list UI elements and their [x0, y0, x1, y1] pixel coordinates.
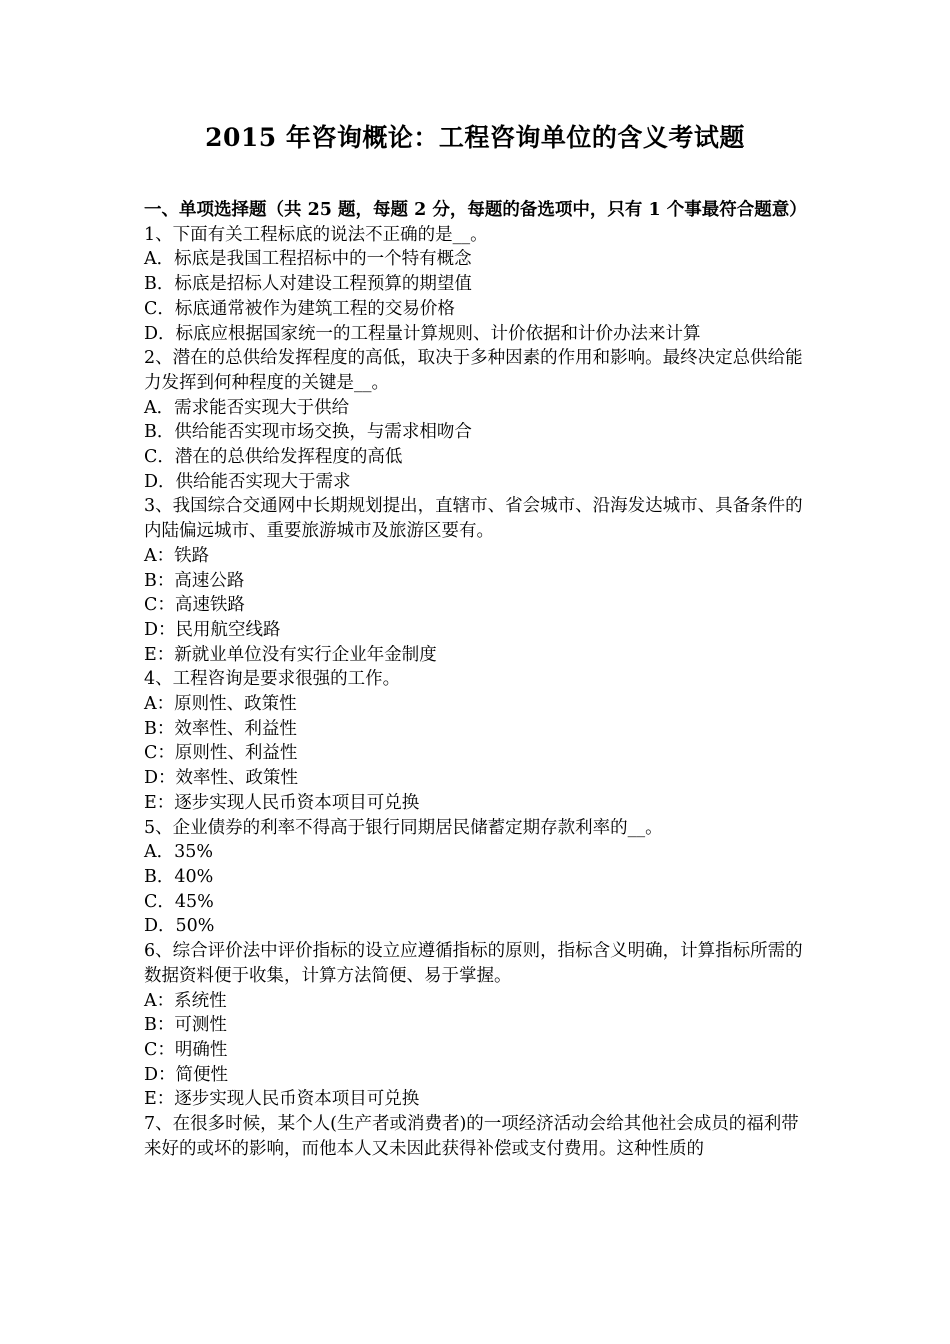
question-2: [144, 346, 809, 494]
option-a: A：铁路: [144, 545, 210, 566]
option-b: B．供给能否实现市场交换，与需求相吻合: [144, 422, 472, 443]
option-a: A．35%: [144, 842, 214, 863]
option-d: D：简便性: [144, 1064, 229, 1085]
option-b: B．40%: [144, 866, 214, 887]
question-4: [144, 667, 809, 815]
question-stem: 2、潜在的总供给发挥程度的高低，取决于多种因素的作用和影响。最终决定总供给能力发挥到何种程度的关键是__。: [144, 348, 803, 393]
option-a: A：原则性、政策性: [144, 694, 297, 715]
question-stem: 3、我国综合交通网中长期规划提出，直辖市、省会城市、沿海发达城市、具备条件的内陆偏远城市、重要旅游城市及旅游区要有。: [144, 496, 803, 542]
question-1: [144, 223, 809, 347]
option-b: B．标底是招标人对建设工程预算的期望值: [144, 274, 472, 295]
option-d: D．供给能否实现大于需求: [144, 471, 351, 492]
section-heading: 一、单项选择题（共 25 题，每题 2 分，每题的备选项中，只有 1 个事最符合题意）: [144, 200, 807, 220]
option-d: D．标底应根据国家统一的工程量计算规则、计价依据和计价办法来计算: [144, 323, 701, 344]
option-b: B：效率性、利益性: [144, 718, 297, 739]
option-b: B：可测性: [144, 1015, 227, 1036]
question-stem: 1、下面有关工程标底的说法不正确的是__。: [144, 224, 488, 245]
option-e: E：逐步实现人民币资本项目可兑换: [144, 1089, 420, 1110]
option-c: C：原则性、利益性: [144, 743, 298, 764]
question-stem: 5、企业债券的利率不得高于银行同期居民储蓄定期存款利率的__。: [144, 817, 663, 838]
option-d: D：效率性、政策性: [144, 768, 299, 789]
question-5: [144, 816, 809, 940]
question-stem: 7、在很多时候，某个人(生产者或消费者)的一项经济活动会给其他社会成员的福利带来好的或坏的影响，而他本人又未因此获得补偿或支付费用。这种性质的: [144, 1114, 799, 1159]
option-d: D：民用航空线路: [144, 619, 281, 640]
option-c: C：明确性: [144, 1039, 228, 1060]
option-c: C．潜在的总供给发挥程度的高低: [144, 447, 403, 468]
question-6: [144, 939, 809, 1112]
option-b: B：高速公路: [144, 570, 245, 591]
question-stem: 4、工程咨询是要求很强的工作。: [144, 669, 401, 690]
document-body: [144, 198, 809, 1161]
question-3: [144, 494, 809, 667]
option-e: E：新就业单位没有实行企业年金制度: [144, 644, 437, 665]
option-c: C．45%: [144, 891, 214, 912]
option-d: D．50%: [144, 916, 215, 937]
option-a: A：系统性: [144, 990, 227, 1011]
option-a: A．需求能否实现大于供给: [144, 397, 350, 418]
option-a: A．标底是我国工程招标中的一个特有概念: [144, 249, 472, 270]
option-c: C：高速铁路: [144, 595, 245, 616]
document-title: 2015 年咨询概论：工程咨询单位的含义考试题: [205, 123, 745, 152]
option-c: C．标底通常被作为建筑工程的交易价格: [144, 298, 455, 319]
question-7: [144, 1112, 809, 1161]
question-stem: 6、综合评价法中评价指标的设立应遵循指标的原则，指标含义明确，计算指标所需的数据资料便于收集，计算方法简便、易于掌握。: [144, 941, 803, 986]
option-e: E：逐步实现人民币资本项目可兑换: [144, 792, 420, 813]
